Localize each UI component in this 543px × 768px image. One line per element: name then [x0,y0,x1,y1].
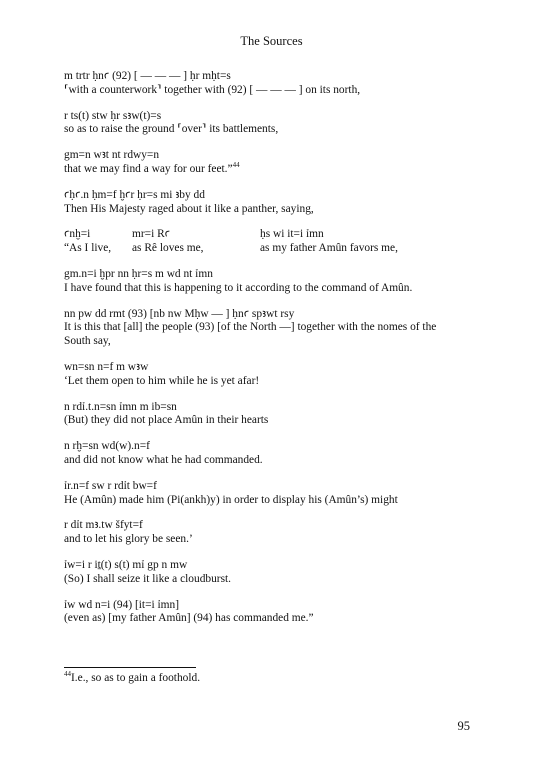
transliteration-line: ỉw=i r iṯ(t) s(t) mỉ gp n mw [64,558,188,571]
transliteration-row [64,228,464,242]
verse-block [64,70,464,98]
translation-line: (even as) [my father Amûn] (94) has commanded me.” [64,612,314,625]
footnote-divider [64,667,196,668]
verse-block [64,149,464,177]
transliteration-col-1: ꜥnḫ=i [64,228,91,241]
footnote-text: I.e., so as to gain a foothold. [71,672,201,684]
translation-line: (So) I shall seize it like a cloudburst. [64,572,232,585]
footnote-reference[interactable]: 44 [232,161,240,170]
translation-line [64,163,464,177]
transliteration-line: gm.n=i ḫpr nn ḥr=s m wd nt ỉmn [64,267,213,280]
translation-col-1: “As I live, [64,242,112,255]
transliteration-line: ꜥḥꜥ.n ḥm=f ḫꜥr ḥr=s mi ꜣby dd [64,188,205,201]
transliteration-line: ỉw wd n=i (94) [it=i ỉmn] [64,598,180,611]
translation-line: ‘Let them open to him while he is yet afar! [64,374,260,387]
transliteration-line: nn pw dd rmt (93) [nb nw Mḥw — ] ḥnꜥ spꜣwt rsy [64,307,295,320]
translation-line: It is this that [all] the people (93) [of the North —] together with the nomes of the South say, [64,321,437,348]
transliteration-line: gm=n wꜣt nt rdwy=n [64,149,160,162]
running-head: The Sources [240,34,303,48]
footnote [64,672,200,684]
verse-block [64,519,464,547]
verse-block [64,268,464,296]
verse-block [64,559,464,587]
transliteration-line: m trtr ḥnꜥ (92) [ — — — ] ḥr mḥt=s [64,70,231,82]
verse-block [64,308,464,349]
translation-line: (But) they did not place Amûn in their hearts [64,414,269,427]
translation-text: that we may find a way for our feet.” [64,162,233,175]
verse-block [64,110,464,138]
translation-line: so as to raise the ground ⸢over⸣ its battlements, [64,123,279,136]
translation-line: and to let his glory be seen.’ [64,533,193,546]
transliteration-line: r dỉt mꜣ.tw šfyt=f [64,519,143,532]
transliteration-line: ỉr.n=f sw r rdỉt bw=f [64,479,157,492]
footnote-marker: 44 [64,670,71,679]
translation-line: Then His Majesty raged about it like a panther, saying, [64,202,314,215]
translation-line: and did not know what he had commanded. [64,453,263,466]
verse-block [64,401,464,429]
verse-block [64,440,464,468]
verse-block [64,189,464,217]
translation-col-2: as Rê loves me, [132,242,204,255]
translation-line: I have found that this is happening to it according to the command of Amûn. [64,281,413,294]
verse-block [64,480,464,508]
transliteration-line: wn=sn n=f m wꜣw [64,360,149,373]
translation-row [64,242,464,256]
verse-block [64,361,464,389]
text-body [64,70,464,626]
page-number: 95 [457,719,470,733]
transliteration-line: n rdỉ.t.n=sn ỉmn m ib=sn [64,400,177,413]
transliteration-col-2: mr=i Rꜥ [132,228,171,241]
verse-block [64,599,464,627]
translation-line: He (Amûn) made him (Pi(ankh)y) in order to display his (Amûn’s) might [64,493,398,506]
translation-line: ⸢with a counterwork⸣ together with (92) [ — — — ] on its north, [64,83,361,96]
translation-col-3: as my father Amûn favors me, [260,242,398,255]
columned-verse-block [64,228,464,256]
transliteration-line: r ts(t) stw ḥr sꜣw(t)=s [64,109,162,122]
transliteration-line: n rḫ=sn wd(w).n=f [64,440,150,453]
transliteration-col-3: ḥs wi it=i ỉmn [260,228,324,241]
